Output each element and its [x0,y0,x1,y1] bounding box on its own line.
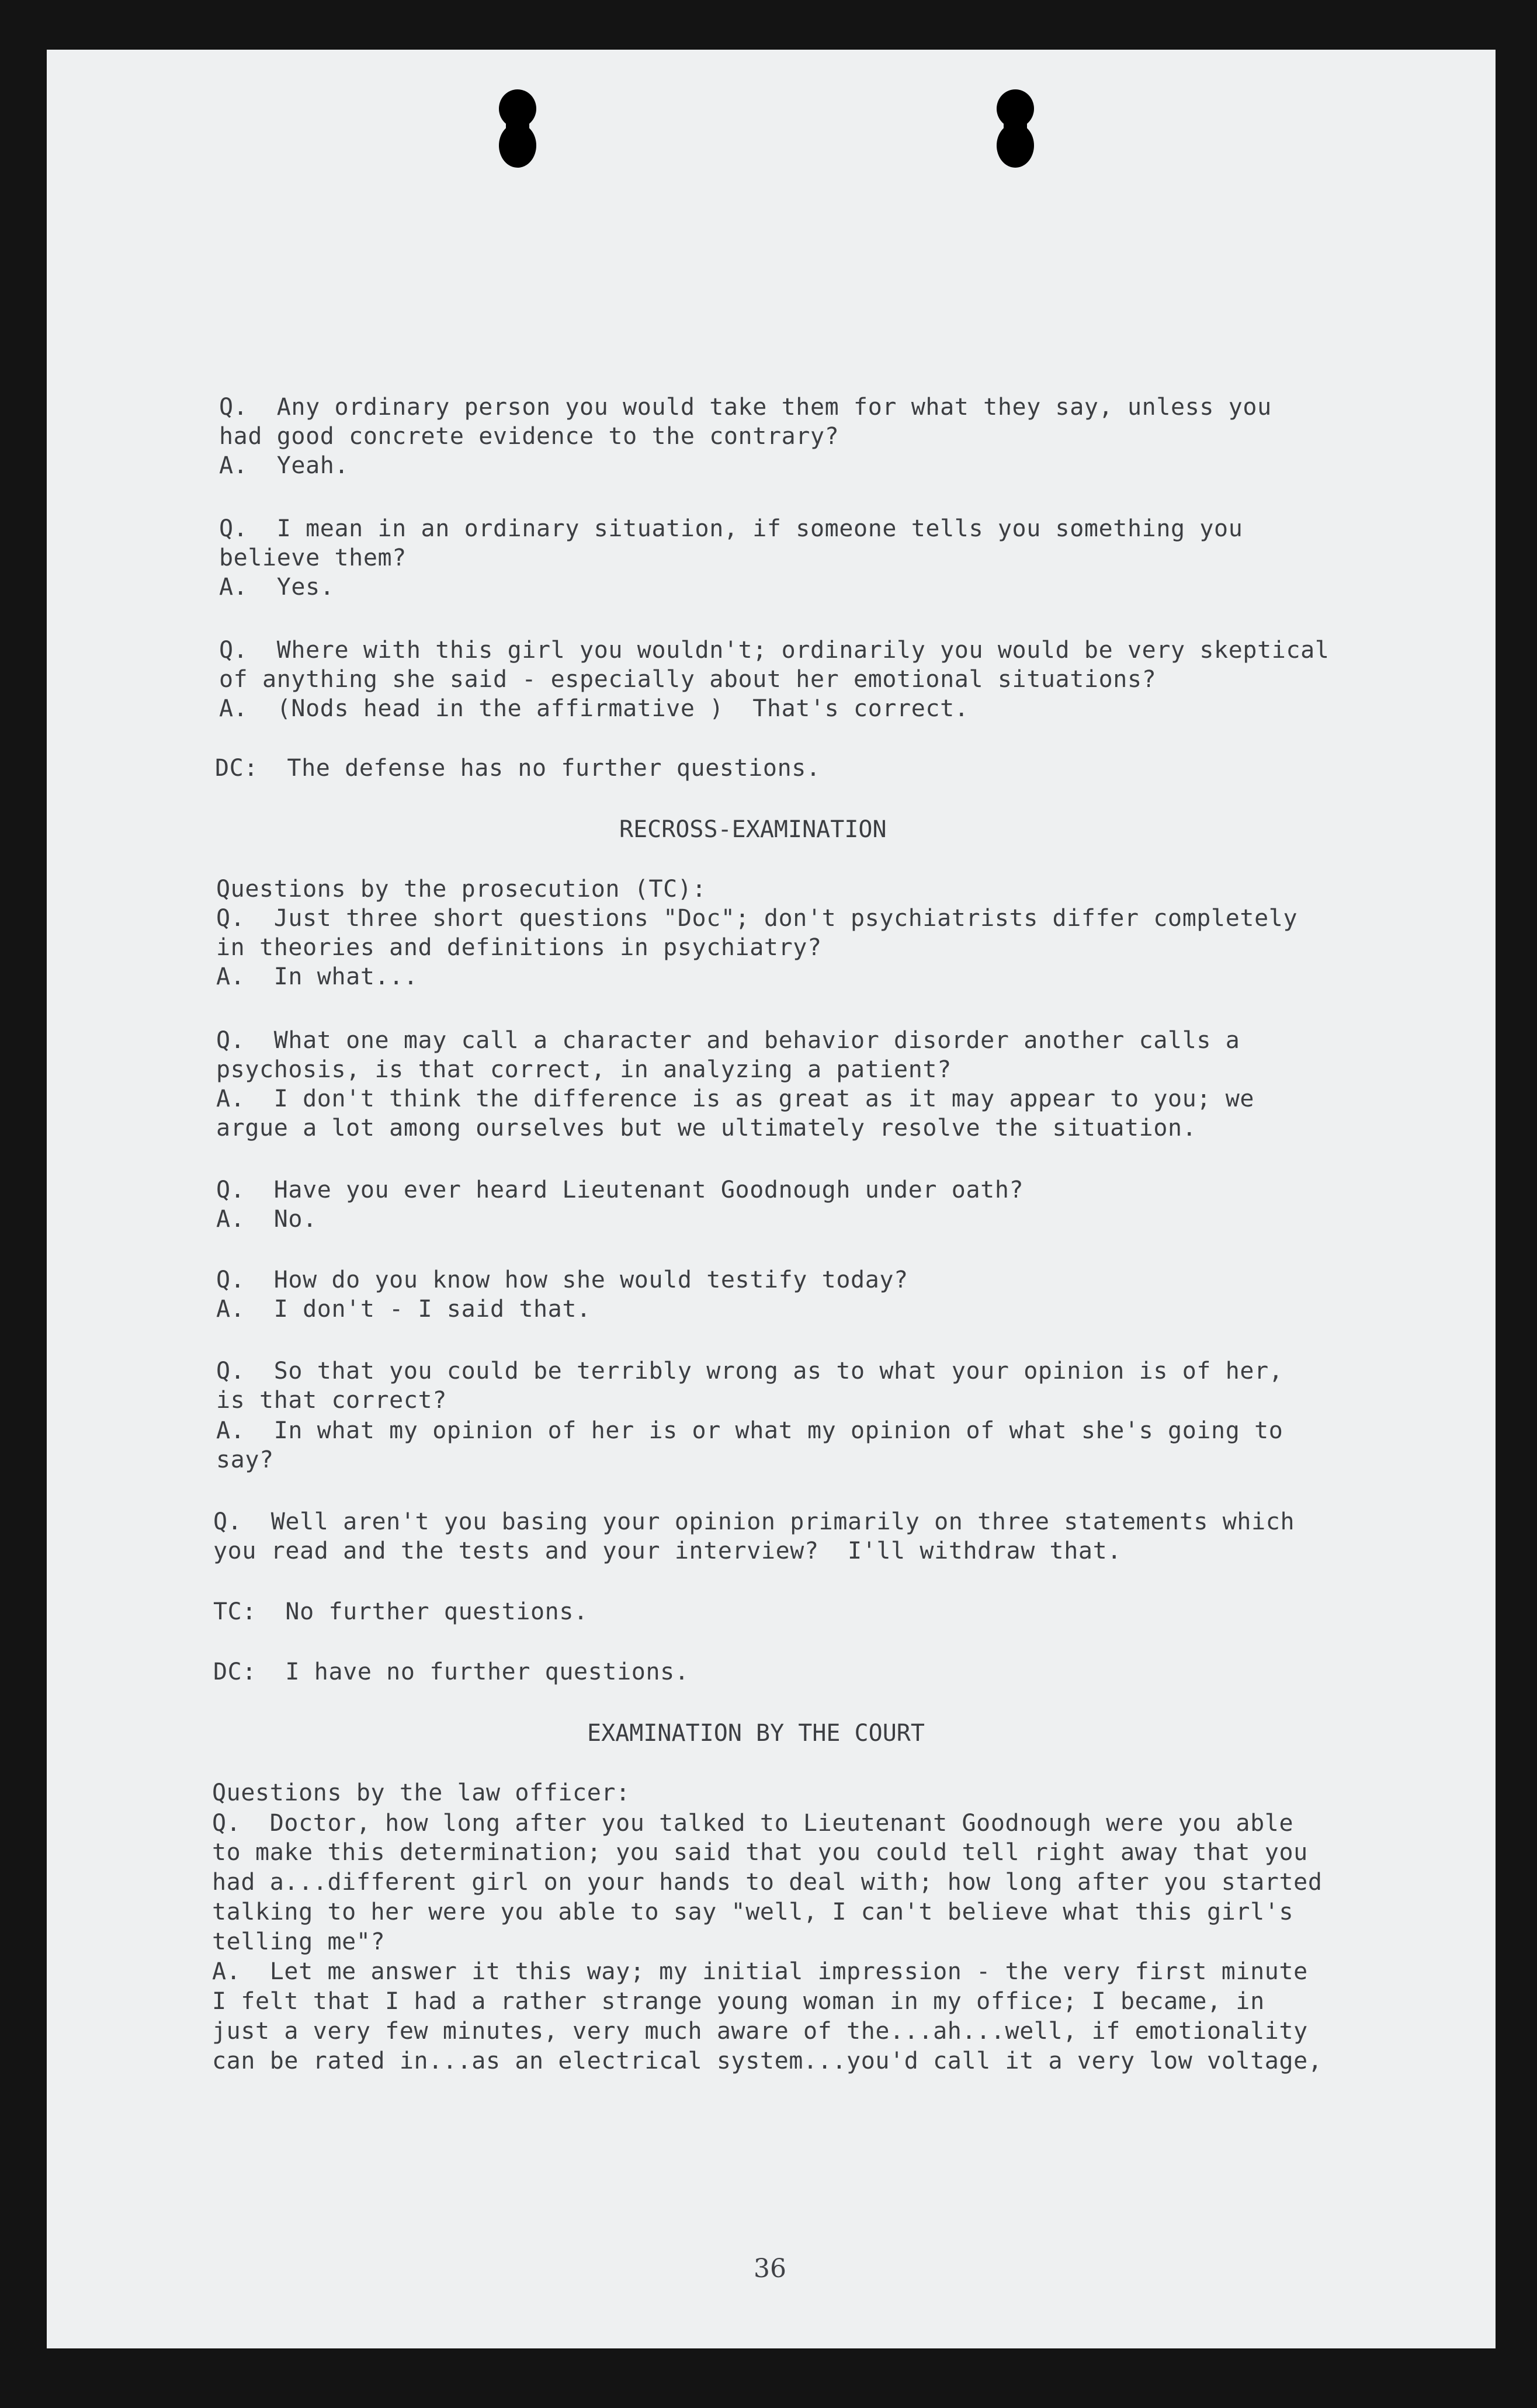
question-line: Q. Just three short questions "Doc"; don't psychiatrists differ completely [216,905,1298,932]
prosecution-statement: TC: No further questions. [213,1598,588,1625]
question-line: Q. I mean in an ordinary situation, if someone tells you something you [219,515,1243,542]
question-line: psychosis, is that correct, in analyzing a patient? [216,1056,952,1083]
defense-statement: DC: I have no further questions. [213,1658,689,1685]
question-line: you read and the tests and your interview? I'll withdraw that. [213,1538,1122,1564]
question-line: of anything she said - especially about her emotional situations? [219,666,1157,693]
answer-line: I felt that I had a rather strange young woman in my office; I became, in [212,1988,1265,2015]
page-number: 36 [754,2254,786,2284]
question-line: Q. What one may call a character and behavior disorder another calls a [216,1027,1240,1054]
question-line: in theories and definitions in psychiatry? [216,934,822,961]
question-line: is that correct? [216,1387,447,1414]
answer-line: A. In what... [216,963,418,990]
answer-line: A. In what my opinion of her is or what my opinion of what she's going to [216,1417,1283,1444]
section-heading-court: EXAMINATION BY THE COURT [587,1720,925,1747]
answer-line: A. Yes. [219,574,335,601]
defense-statement: DC: The defense has no further questions. [215,755,821,782]
answer-line: can be rated in...as an electrical system...you'd call it a very low voltage, [212,2048,1323,2074]
question-line: talking to her were you able to say "well, I can't believe what this girl's [212,1899,1294,1925]
answer-line: argue a lot among ourselves but we ultimately resolve the situation. [216,1115,1197,1141]
question-line: Q. Well aren't you basing your opinion primarily on three statements which [213,1508,1295,1535]
questions-intro: Questions by the law officer: [212,1779,630,1806]
question-line: believe them? [219,544,407,571]
question-line: Q. Where with this girl you wouldn't; ordinarily you would be very skeptical [219,637,1330,664]
questions-intro: Questions by the prosecution (TC): [216,876,707,903]
answer-line: A. I don't - I said that. [216,1296,591,1323]
question-line: Q. Any ordinary person you would take them for what they say, unless you [219,394,1272,421]
answer-line: A. Let me answer it this way; my initial impression - the very first minute [212,1958,1308,1985]
answer-line: say? [216,1446,274,1473]
answer-line: A. (Nods head in the affirmative ) That's correct. [219,695,969,722]
question-line: had a...different girl on your hands to deal with; how long after you started [212,1869,1323,1896]
question-line: Q. Have you ever heard Lieutenant Goodnough under oath? [216,1177,1024,1203]
question-line: telling me"? [212,1928,386,1955]
question-line: Q. So that you could be terribly wrong as to what your opinion is of her, [216,1358,1283,1385]
section-heading-recross: RECROSS-EXAMINATION [619,816,887,843]
question-line: Q. How do you know how she would testify today? [216,1267,908,1293]
answer-line: A. No. [216,1206,317,1233]
answer-line: A. Yeah. [219,452,349,479]
question-line: had good concrete evidence to the contrary? [219,423,839,450]
answer-line: A. I don't think the difference is as great as it may appear to you; we [216,1085,1255,1112]
answer-line: just a very few minutes, very much aware of the...ah...well, if emotionality [212,2018,1308,2045]
question-line: to make this determination; you said that you could tell right away that you [212,1839,1308,1866]
question-line: Q. Doctor, how long after you talked to Lieutenant Goodnough were you able [212,1810,1294,1837]
